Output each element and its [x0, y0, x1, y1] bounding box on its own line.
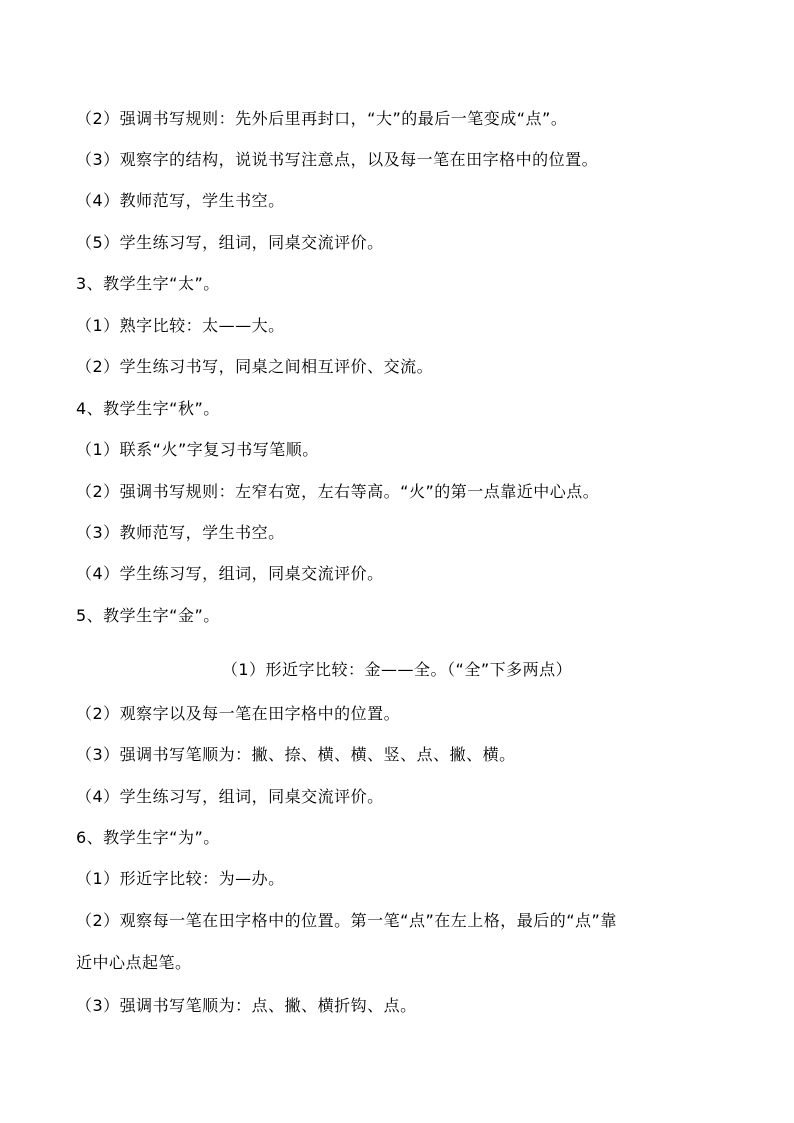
text-line-11: （3）教师范写，学生书空。: [76, 523, 285, 542]
section-heading-3: 3、教学生字“太”。: [76, 274, 220, 293]
text-line-2: （3）观察字的结构，说说书写注意点，以及每一笔在田字格中的位置。: [76, 150, 599, 169]
text-line-17: （4）学生练习写，组词，同桌交流评价。: [76, 787, 384, 806]
text-line-7: （2）学生练习书写，同桌之间相互评价、交流。: [76, 357, 434, 376]
text-line-12: （4）学生练习写，组词，同桌交流评价。: [76, 564, 384, 583]
text-line-20: （2）观察每一笔在田字格中的位置。第一笔“点”在左上格，最后的“点”靠: [76, 911, 617, 930]
text-line-22: （3）强调书写笔顺为：点、撇、横折钩、点。: [76, 996, 417, 1015]
text-line-6: （1）熟字比较：太——大。: [76, 316, 285, 335]
section-heading-6: 6、教学生字“为”。: [76, 828, 220, 847]
centered-text-line: （1）形近字比较：金——全。（“全”下多两点）: [221, 660, 573, 679]
text-line-10: （2）强调书写规则：左窄右宽，左右等高。“火”的第一点靠近中心点。: [76, 482, 600, 501]
text-line-1: （2）强调书写规则：先外后里再封口，“大”的最后一笔变成“点”。: [76, 109, 568, 128]
section-heading-4: 4、教学生字“秋”。: [76, 399, 220, 418]
text-line-4: （5）学生练习写，组词，同桌交流评价。: [76, 233, 384, 252]
text-line-19: （1）形近字比较：为—办。: [76, 869, 285, 888]
text-line-20-continued: 近中心点起笔。: [76, 953, 192, 972]
text-line-15: （2）观察字以及每一笔在田字格中的位置。: [76, 704, 401, 723]
text-line-9: （1）联系“火”字复习书写笔顺。: [76, 440, 319, 459]
text-line-16: （3）强调书写笔顺为：撇、捺、横、横、竖、点、撇、横。: [76, 745, 516, 764]
section-heading-5: 5、教学生字“金”。: [76, 606, 220, 625]
text-line-3: （4）教师范写，学生书空。: [76, 191, 285, 210]
